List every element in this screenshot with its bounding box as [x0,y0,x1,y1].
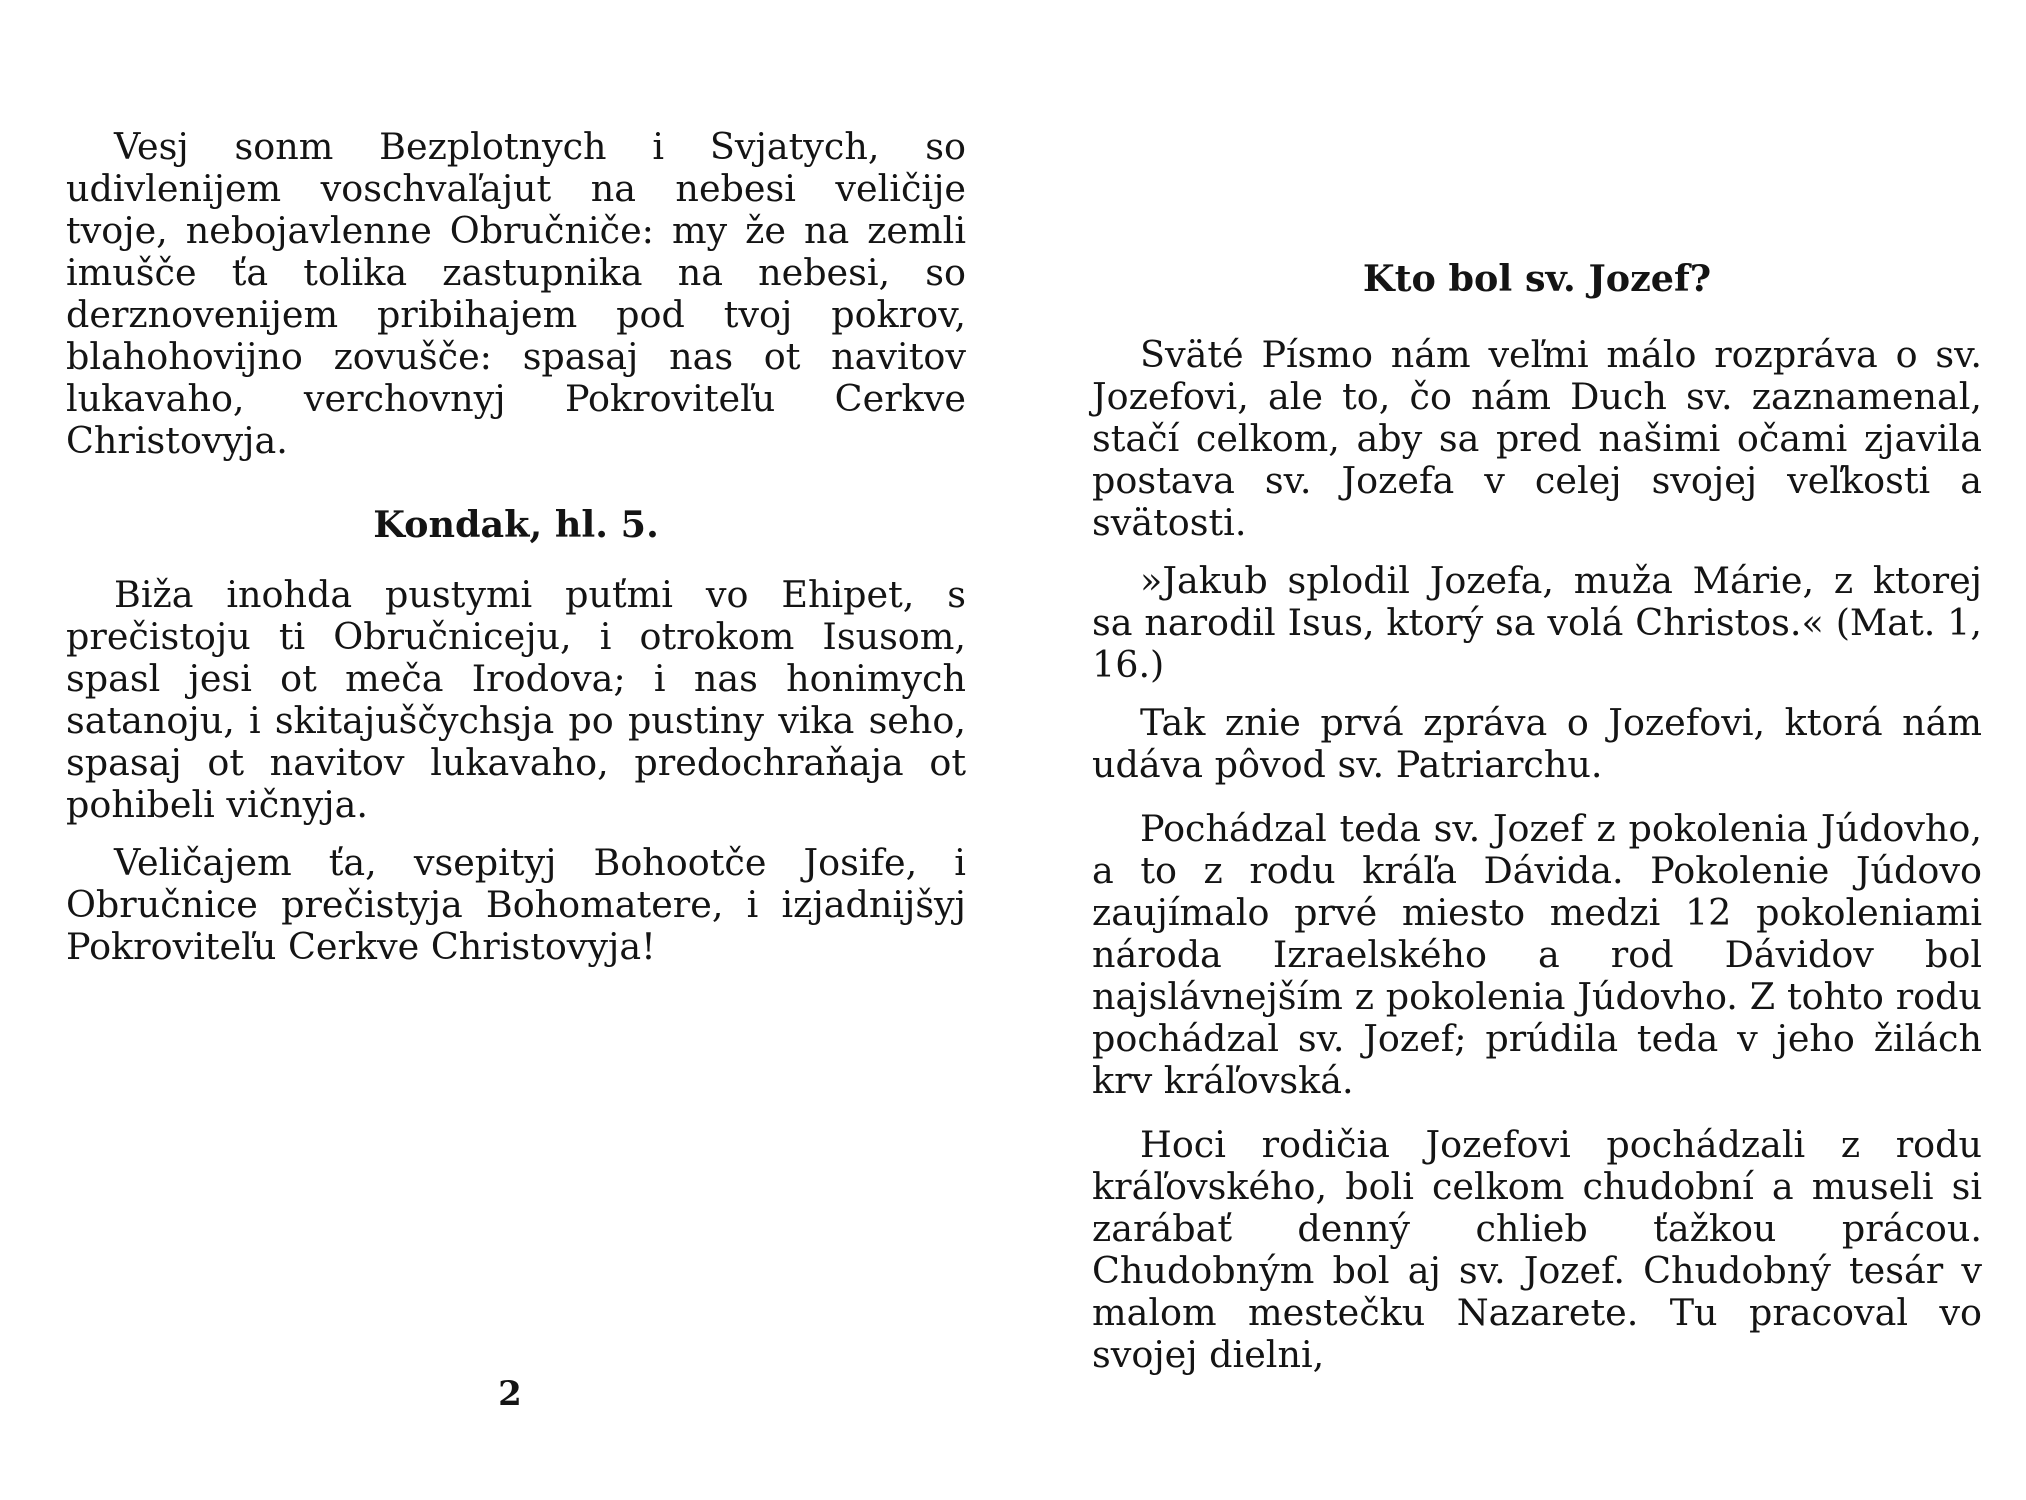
right-paragraph-5: Hoci rodičia Jozefovi pochádzali z rodu kráľovského, boli celkom chudobní a museli si zarábať denný chlieb ťažkou prácou. Chudobným bol aj sv. Jozef. Chudobný tesár v malom mestečku Nazarete. Tu pracoval vo svojej dielni, [1092,1123,1982,1376]
right-paragraph-3: Tak znie prvá zpráva o Jozefovi, ktorá nám udáva pôvod sv. Patriarchu. [1092,701,1982,786]
right-paragraph-2: »Jakub splodil Jozefa, muža Márie, z ktorej sa narodil Isus, ktorý sa volá Christos.« (Mat. 1, 16.) [1092,559,1982,686]
right-heading-title: Kto bol sv. Jozef? [1362,257,1712,300]
right-page [1092,258,1982,1376]
left-paragraph-2: Biža inohda pustymi puťmi vo Ehipet, s prečistoju ti Obručniceju, i otrokom Isusom, spasl jesi ot meča Irodova; i nas honimych satanoju, i skitajuščychsja po pustiny vika seho, spasaj ot navitov lukavaho, predochraňaja ot pohibeli vičnyja. [66,573,966,826]
left-page [66,126,966,968]
page-number: 2 [498,1374,522,1414]
left-heading-kondak: Kondak, hl. 5. [373,503,659,546]
right-paragraph-1: Sväté Písmo nám veľmi málo rozpráva o sv. Jozefovi, ale to, čo nám Duch sv. zaznamenal, stačí celkom, aby sa pred našimi očami zjavila postava sv. Jozefa v celej svojej veľkosti a svätosti. [1092,333,1982,544]
left-paragraph-3: Veličajem ťa, vsepityj Bohootče Josife, i Obručnice prečistyja Bohomatere, i izjadnijšyj Pokroviteľu Cerkve Christovyja! [66,841,966,968]
right-paragraph-4: Pochádzal teda sv. Jozef z pokolenia Júdovho, a to z rodu kráľa Dávida. Pokolenie Júdovo zaujímalo prvé miesto medzi 12 pokoleniami národa Izraelského a rod Dávidov bol najslávnejším z pokolenia Júdovho. Z tohto rodu pochádzal sv. Jozef; prúdila teda v jeho žilách krv kráľovská. [1092,807,1982,1102]
left-paragraph-1: Vesj sonm Bezplotnych i Svjatych, so udivlenijem voschvaľajut na nebesi veličije tvoje, nebojavlenne Obručniče: my že na zemli imušče ťa tolika zastupnika na nebesi, so derznovenijem pribihajem pod tvoj pokrov, blahohovijno zovušče: spasaj nas ot navitov lukavaho, verchovnyj Pokroviteľu Cerkve Christovyja. [66,125,966,462]
